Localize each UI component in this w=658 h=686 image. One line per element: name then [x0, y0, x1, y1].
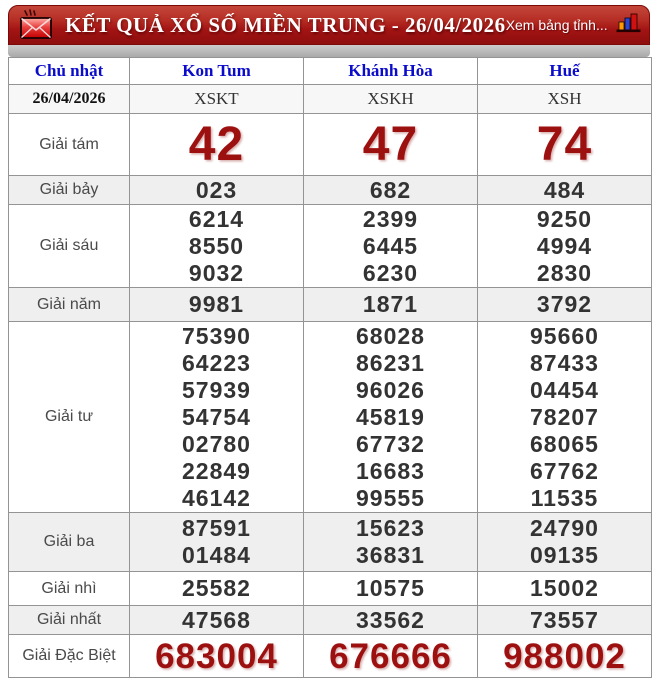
prize-values: 33562 — [304, 606, 478, 635]
prize-values: 87591 01484 — [130, 513, 304, 572]
prize-values: 42 — [130, 114, 304, 176]
prize-values: 47 — [304, 114, 478, 176]
view-province-table-link[interactable]: Xem bảng tỉnh... — [505, 17, 608, 33]
prize-values: 9250 4994 2830 — [478, 205, 652, 288]
column-header-weekday[interactable]: Chủ nhật — [9, 58, 130, 85]
prize-row-special — [9, 635, 652, 678]
prize-values: 75390 64223 57939 54754 02780 22849 46142 — [130, 322, 304, 513]
prize-values: 68028 86231 96026 45819 67732 16683 99555 — [304, 322, 478, 513]
prize-label: Giải ba — [9, 513, 130, 572]
prize-values: 023 — [130, 176, 304, 205]
draw-code-xskt: XSKT — [130, 85, 304, 114]
prize-label: Giải nhất — [9, 606, 130, 635]
prize-values: 988002 — [478, 635, 652, 678]
envelope-icon — [19, 9, 53, 41]
prize-values: 10575 — [304, 572, 478, 606]
prize-values: 484 — [478, 176, 652, 205]
prize-values: 2399 6445 6230 — [304, 205, 478, 288]
bar-chart-icon[interactable] — [616, 13, 642, 38]
prize-values: 73557 — [478, 606, 652, 635]
prize-row-fifth — [9, 288, 652, 322]
prize-values: 15623 36831 — [304, 513, 478, 572]
prize-label: Giải tám — [9, 114, 130, 176]
prize-values: 6214 8550 9032 — [130, 205, 304, 288]
prize-values: 74 — [478, 114, 652, 176]
prize-label: Giải nhì — [9, 572, 130, 606]
draw-code-xskh: XSKH — [304, 85, 478, 114]
prize-values: 9981 — [130, 288, 304, 322]
prize-row-seventh — [9, 176, 652, 205]
prize-values: 25582 — [130, 572, 304, 606]
widget-header — [8, 5, 650, 45]
column-header-kon-tum[interactable]: Kon Tum — [130, 58, 304, 85]
draw-code-row — [9, 85, 652, 114]
prize-values: 3792 — [478, 288, 652, 322]
draw-code-xsh: XSH — [478, 85, 652, 114]
prize-values: 24790 09135 — [478, 513, 652, 572]
prize-row-eighth — [9, 114, 652, 176]
prize-values: 683004 — [130, 635, 304, 678]
prize-values: 95660 87433 04454 78207 68065 67762 11535 — [478, 322, 652, 513]
prize-row-fourth — [9, 322, 652, 513]
prize-values: 682 — [304, 176, 478, 205]
column-header-khanh-hoa[interactable]: Khánh Hòa — [304, 58, 478, 85]
prize-label: Giải Đặc Biệt — [9, 635, 130, 678]
prize-row-first — [9, 606, 652, 635]
prize-label: Giải sáu — [9, 205, 130, 288]
results-table — [8, 57, 652, 678]
prize-row-sixth — [9, 205, 652, 288]
prize-values: 1871 — [304, 288, 478, 322]
prize-label: Giải năm — [9, 288, 130, 322]
prize-values: 676666 — [304, 635, 478, 678]
prize-row-second — [9, 572, 652, 606]
prize-row-third — [9, 513, 652, 572]
prize-label: Giải bảy — [9, 176, 130, 205]
column-header-hue[interactable]: Huế — [478, 58, 652, 85]
draw-date: 26/04/2026 — [9, 85, 130, 114]
page-title: KẾT QUẢ XỔ SỐ MIỀN TRUNG - 26/04/2026 — [65, 12, 506, 37]
header-bottom-strip — [8, 45, 650, 57]
prize-values: 15002 — [478, 572, 652, 606]
prize-label: Giải tư — [9, 322, 130, 513]
prize-values: 47568 — [130, 606, 304, 635]
table-header-row — [9, 58, 652, 85]
